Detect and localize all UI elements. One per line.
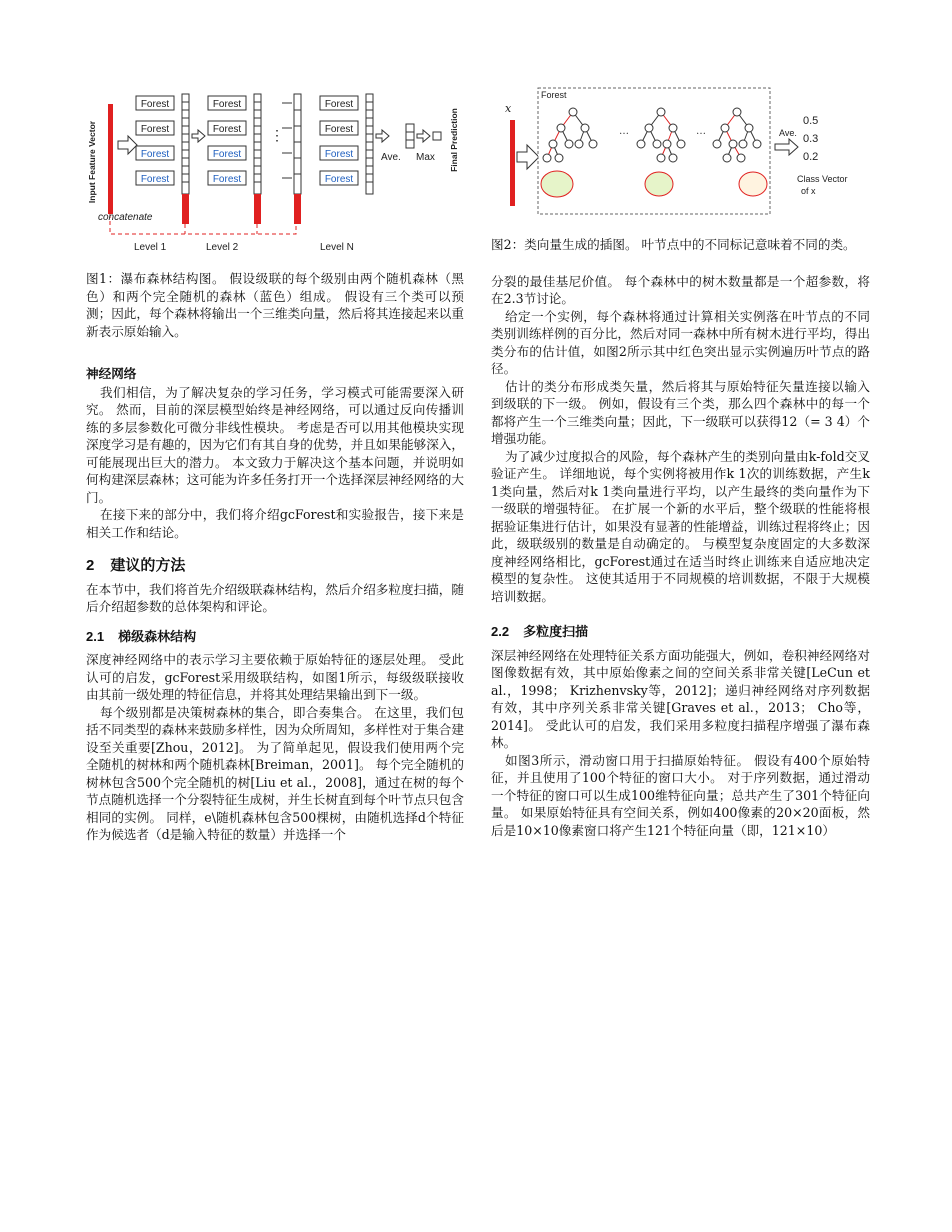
section-2-2-heading — [491, 623, 870, 641]
paragraph: 在本节中，我们将首先介绍级联森林结构，然后介绍多粒度扫描，随后介绍超参数的总体架构和评论。 — [86, 581, 464, 614]
figure-2-caption: 图2：类向量生成的插图。 叶节点中的不同标记意味着不同的类。 — [491, 237, 856, 252]
level1-class-vectors — [182, 94, 189, 194]
paragraph: 深层神经网络在处理特征关系方面功能强大，例如，卷积神经网络对图像数据有效，其中原始像素之间的空间关系非常关键[LeCun et al.，1998； Krizhenvsky等，2012]；递归神经网络对序列数据有效，其中序列关系非常关键[Graves et al.，2013； Cho等，2014]。 受此认可的启发，我们采用多粒度扫描程序增强了瀑布森林。 — [491, 647, 870, 750]
forest-label: Forest — [324, 99, 354, 110]
concatenate-label: concatenate — [98, 212, 153, 223]
figure-1 — [86, 84, 464, 340]
forest-label: Forest — [212, 99, 242, 110]
section-title: 梯级森林结构 — [118, 628, 197, 644]
ellipsis: … — [619, 126, 629, 137]
ellipsis: … — [696, 126, 706, 137]
max-label: Max — [416, 152, 435, 163]
paragraph: 深度神经网络中的表示学习主要依赖于原始特征的逐层处理。 受此认可的启发，gcForest采用级联结构，如图1所示，每级级联接收由其前一级处理的特征信息，并将其处理结果输出到下一级。 — [86, 652, 464, 702]
forest-label: Forest — [324, 149, 354, 160]
figure-2 — [491, 84, 870, 254]
paragraph: 估计的类分布形成类矢量，然后将其与原始特征矢量连接以输入到级联的下一级。 例如，假设有三个类，那么四个森林中的每一个都将产生一个三维类向量；因此，下一级联可以获得12（= 3 4）个增强功能。 — [491, 378, 870, 446]
left-column — [86, 84, 464, 844]
paragraph: 在接下来的部分中，我们将介绍gcForest和实验报告，接下来是相关工作和结论。 — [86, 507, 464, 540]
levelN-label: Level N — [320, 242, 354, 253]
levelN-class-vectors — [366, 94, 373, 194]
figure-1-caption: 图1：瀑布森林结构图。 假设级联的每个级别由两个随机森林（黑色）和两个完全随机的森林（蓝色）组成。 假设有三个类可以预测；因此，每个森林将输出一个三维类向量，然后将其连接起来以重新表示原始输入。 — [86, 271, 464, 339]
forest-label: Forest — [212, 174, 242, 185]
input-arrow-icon — [118, 136, 137, 154]
section-2-heading — [86, 557, 464, 575]
prediction-box — [433, 132, 441, 140]
input-arrow-icon — [517, 145, 539, 169]
paragraph: 每个级别都是决策树森林的集合，即合奏集合。 在这里，我们包括不同类型的森林来鼓励多样性，因为众所周知，多样性对于集合建设至关重要[Zhou，2012]。 为了简单起见，假设我们使用两个完全随机的树林和两个随机森林[Breiman，2001]。 每个完全随机的树林包含500个完全随机的树[Liu et al.，2008]，通过在树的每个节点随机选择一个分裂特征生成树，并生长树直到每个叶节点只包含相同的实例。 同样，e\随机森林包含500棵树，由随机选择d个特征作为候选者（d是输入特征的数量）并选择一个 — [86, 704, 464, 842]
averaged-vector — [406, 124, 414, 148]
input-feature-label: Input Feature Vector — [87, 120, 97, 204]
levelN-concat-bar — [294, 194, 301, 224]
paragraph: 给定一个实例，每个森林将通过计算相关实例落在叶节点的不同类别训练样例的百分比，然后对同一森林中所有树木进行平均，得出类分布的估计值，如图2所示其中红色突出显示实例遍历叶节点的路径。 — [491, 308, 870, 376]
forest-label: Forest — [212, 124, 242, 135]
paragraph: 如图3所示，滑动窗口用于扫描原始特征。 假设有400个原始特征，并且使用了100个特征的窗口大小。 对于序列数据，通过滑动一个特征的窗口可以生成100维特征向量；总共产生了301个特征向量。 如果原始特征具有空间关系，例如400像素的20×20面板，然后是10×10像素窗口将产生121个特征向量（即，121×10） — [491, 752, 870, 838]
level2-label: Level 2 — [206, 242, 239, 253]
paragraph: 我们相信，为了解决复杂的学习任务，学习模式可能需要深入研究。 然而，目前的深层模型始终是神经网络，可以通过反向传播训练的多层参数化可微分非线性模块。 考虑是否可以用其他模块实现深度学习是有趣的，因为它们有其自身的优势，并且如果能够深入，可能展现出巨大的潜力。 本文致力于解决这个基本问题，并说明如何构建深层森林；这可能为许多任务打开一个选择深层神经网络的大门。 — [86, 384, 464, 505]
forest-title: Forest — [541, 90, 567, 100]
forest-label: Forest — [324, 124, 354, 135]
class-value: 0.3 — [803, 133, 819, 145]
class-value: 0.2 — [803, 151, 819, 163]
forest-label: Forest — [140, 149, 170, 160]
forest-label: Forest — [140, 99, 170, 110]
right-column — [491, 84, 870, 839]
level1-label: Level 1 — [134, 242, 167, 253]
class-value: 0.5 — [803, 115, 819, 127]
forest-label: Forest — [212, 149, 242, 160]
class-vector-label: Class Vector — [797, 174, 848, 184]
section-number: 2.1 — [86, 628, 105, 644]
final-prediction-label: Final Prediction — [449, 108, 459, 172]
ave-arrow-icon — [376, 130, 389, 142]
section-2-1-heading — [86, 628, 464, 646]
input-vector-bar — [108, 104, 113, 214]
input-vector-bar — [510, 120, 515, 206]
forest-label: Forest — [140, 124, 170, 135]
level-arrow-icon — [192, 130, 205, 142]
section-title: 建议的方法 — [110, 557, 186, 574]
section-title: 多粒度扫描 — [523, 624, 589, 639]
ellipsis-dots: ⋮ — [270, 128, 284, 144]
paragraph: 为了减少过度拟合的风险，每个森林产生的类别向量由k-fold交叉验证产生。 详细地说，每个实例将被用作k 1次的训练数据，产生k 1类向量，然后对k 1类向量进行平均，以产生最终的类向量作为下一级联的增强特征。 在扩展一个新的水平后，整个级联的性能将根据验证集进行估计，如果没有显著的性能增益，训练过程将终止；因此，级联级别的数量是自动确定的。 与模型复杂度固定的大多数深度神经网络相比，gcForest通过在适当时终止训练来自适应地决定模型的复杂性。 这使其适用于不同规模的培训数据，不限于大规模培训数据。 — [491, 448, 870, 604]
cascade-forest-diagram — [86, 84, 464, 256]
levelN-input-vectors — [294, 94, 301, 194]
class-vector-diagram — [491, 84, 870, 222]
class-vector-label: of x — [801, 186, 816, 196]
ave-arrow-icon — [775, 139, 798, 155]
section-number: 2.2 — [491, 624, 510, 639]
forest-label: Forest — [140, 174, 170, 185]
level2-concat-bar — [254, 194, 261, 224]
section-number: 2 — [86, 557, 95, 574]
forest-label: Forest — [324, 174, 354, 185]
level1-concat-bar — [182, 194, 189, 224]
ave-label: Ave. — [779, 128, 797, 138]
ave-label: Ave. — [381, 152, 401, 163]
max-arrow-icon — [417, 130, 430, 142]
level2-class-vectors — [254, 94, 261, 194]
x-label: x — [505, 102, 512, 115]
nn-heading: 神经网络 — [86, 367, 137, 381]
paragraph: 分裂的最佳基尼价值。 每个森林中的树木数量都是一个超参数，将在2.3节讨论。 — [491, 273, 870, 306]
